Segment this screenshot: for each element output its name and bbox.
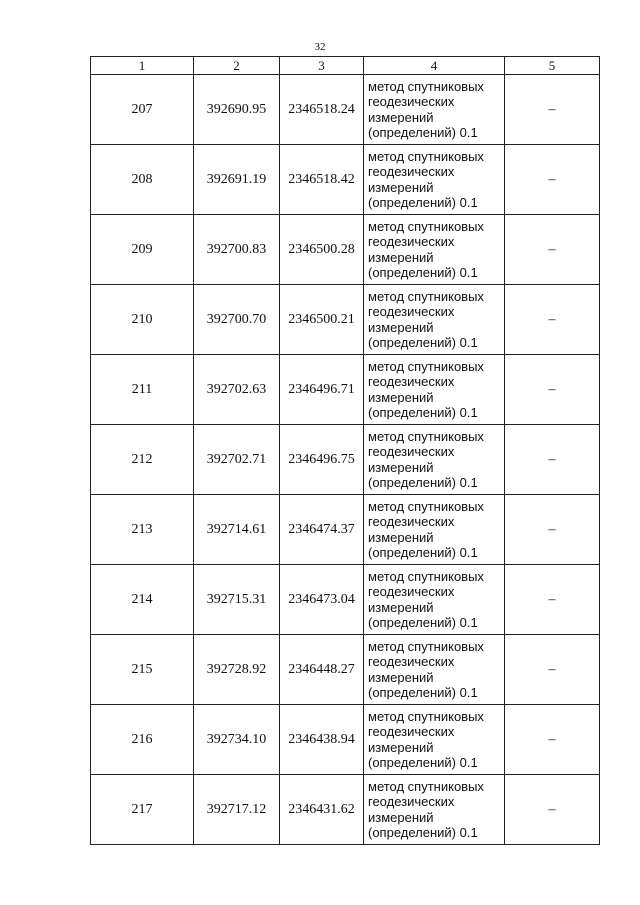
method-text-line: (определений) 0.1	[368, 825, 478, 840]
method-text-line: геодезических	[368, 234, 455, 249]
method-text-line: метод спутниковых	[368, 498, 484, 514]
y-coordinate-cell: 2346500.21	[280, 285, 364, 355]
method-text-line: геодезических	[368, 794, 455, 809]
point-number-cell: 208	[91, 145, 194, 215]
table-row	[91, 565, 600, 635]
method-text-line: измерений	[368, 459, 434, 475]
y-coordinate-cell: 2346438.94	[280, 705, 364, 775]
y-coordinate-cell: 2346518.42	[280, 145, 364, 215]
x-coordinate-cell: 392728.92	[194, 635, 280, 705]
method-text-line: измерений	[368, 809, 434, 825]
method-text-line: метод спутниковых	[368, 358, 484, 374]
note-cell: –	[505, 635, 600, 705]
method-text-line: (определений) 0.1	[368, 685, 478, 700]
method-text-line: геодезических	[368, 724, 455, 739]
point-number-cell: 207	[91, 75, 194, 145]
table-row	[91, 635, 600, 705]
method-text-line: (определений) 0.1	[368, 195, 478, 210]
method-cell	[364, 705, 505, 775]
method-text-line: измерений	[368, 739, 434, 755]
method-text-line: измерений	[368, 319, 434, 335]
method-text-line: геодезических	[368, 304, 455, 319]
method-text-line: метод спутниковых	[368, 288, 484, 304]
method-text-line: измерений	[368, 599, 434, 615]
header-row	[91, 57, 600, 75]
point-number-cell: 212	[91, 425, 194, 495]
method-text-line: геодезических	[368, 514, 455, 529]
method-text-line: (определений) 0.1	[368, 335, 478, 350]
x-coordinate-cell: 392734.10	[194, 705, 280, 775]
y-coordinate-cell: 2346474.37	[280, 495, 364, 565]
table-row	[91, 355, 600, 425]
x-coordinate-cell: 392690.95	[194, 75, 280, 145]
method-text-line: измерений	[368, 389, 434, 405]
method-cell	[364, 495, 505, 565]
x-coordinate-cell: 392700.83	[194, 215, 280, 285]
point-number-cell: 214	[91, 565, 194, 635]
point-number-cell: 215	[91, 635, 194, 705]
method-text-line: (определений) 0.1	[368, 405, 478, 420]
table-row	[91, 285, 600, 355]
table-row	[91, 75, 600, 145]
method-text-line: измерений	[368, 109, 434, 125]
header-cell-4: 4	[364, 57, 505, 75]
note-cell: –	[505, 355, 600, 425]
method-cell	[364, 425, 505, 495]
coordinates-table	[90, 56, 600, 845]
table-row	[91, 495, 600, 565]
method-cell	[364, 75, 505, 145]
point-number-cell: 216	[91, 705, 194, 775]
table-row	[91, 215, 600, 285]
method-text-line: измерений	[368, 179, 434, 195]
method-text-line: (определений) 0.1	[368, 615, 478, 630]
point-number-cell: 213	[91, 495, 194, 565]
method-text-line: (определений) 0.1	[368, 125, 478, 140]
header-cell-1: 1	[91, 57, 194, 75]
note-cell: –	[505, 425, 600, 495]
header-cell-3: 3	[280, 57, 364, 75]
method-text-line: измерений	[368, 529, 434, 545]
x-coordinate-cell: 392702.63	[194, 355, 280, 425]
note-cell: –	[505, 705, 600, 775]
note-cell: –	[505, 215, 600, 285]
x-coordinate-cell: 392691.19	[194, 145, 280, 215]
x-coordinate-cell: 392715.31	[194, 565, 280, 635]
method-text-line: (определений) 0.1	[368, 265, 478, 280]
method-text-line: (определений) 0.1	[368, 545, 478, 560]
method-text-line: метод спутниковых	[368, 638, 484, 654]
x-coordinate-cell: 392717.12	[194, 775, 280, 845]
note-cell: –	[505, 565, 600, 635]
method-text-line: метод спутниковых	[368, 708, 484, 724]
note-cell: –	[505, 285, 600, 355]
x-coordinate-cell: 392700.70	[194, 285, 280, 355]
method-text-line: геодезических	[368, 164, 455, 179]
method-cell	[364, 355, 505, 425]
method-text-line: метод спутниковых	[368, 218, 484, 234]
method-text-line: метод спутниковых	[368, 778, 484, 794]
x-coordinate-cell: 392714.61	[194, 495, 280, 565]
method-cell	[364, 635, 505, 705]
note-cell: –	[505, 775, 600, 845]
method-cell	[364, 145, 505, 215]
method-cell	[364, 565, 505, 635]
method-text-line: метод спутниковых	[368, 568, 484, 584]
method-text-line: (определений) 0.1	[368, 475, 478, 490]
y-coordinate-cell: 2346473.04	[280, 565, 364, 635]
y-coordinate-cell: 2346431.62	[280, 775, 364, 845]
method-text-line: геодезических	[368, 654, 455, 669]
method-cell	[364, 775, 505, 845]
method-cell	[364, 285, 505, 355]
method-text-line: измерений	[368, 669, 434, 685]
note-cell: –	[505, 495, 600, 565]
point-number-cell: 217	[91, 775, 194, 845]
method-text-line: геодезических	[368, 94, 455, 109]
method-text-line: метод спутниковых	[368, 78, 484, 94]
table-row	[91, 705, 600, 775]
y-coordinate-cell: 2346448.27	[280, 635, 364, 705]
table-row	[91, 145, 600, 215]
method-text-line: (определений) 0.1	[368, 755, 478, 770]
table-row	[91, 425, 600, 495]
point-number-cell: 210	[91, 285, 194, 355]
method-text-line: геодезических	[368, 444, 455, 459]
y-coordinate-cell: 2346518.24	[280, 75, 364, 145]
point-number-cell: 209	[91, 215, 194, 285]
note-cell: –	[505, 75, 600, 145]
table-body	[91, 57, 600, 845]
page-number: 32	[314, 41, 326, 53]
method-text-line: измерений	[368, 249, 434, 265]
method-cell	[364, 215, 505, 285]
header-cell-2: 2	[194, 57, 280, 75]
y-coordinate-cell: 2346496.75	[280, 425, 364, 495]
point-number-cell: 211	[91, 355, 194, 425]
header-cell-5: 5	[505, 57, 600, 75]
note-cell: –	[505, 145, 600, 215]
table-row	[91, 775, 600, 845]
y-coordinate-cell: 2346500.28	[280, 215, 364, 285]
y-coordinate-cell: 2346496.71	[280, 355, 364, 425]
x-coordinate-cell: 392702.71	[194, 425, 280, 495]
method-text-line: геодезических	[368, 374, 455, 389]
method-text-line: метод спутниковых	[368, 148, 484, 164]
method-text-line: геодезических	[368, 584, 455, 599]
method-text-line: метод спутниковых	[368, 428, 484, 444]
